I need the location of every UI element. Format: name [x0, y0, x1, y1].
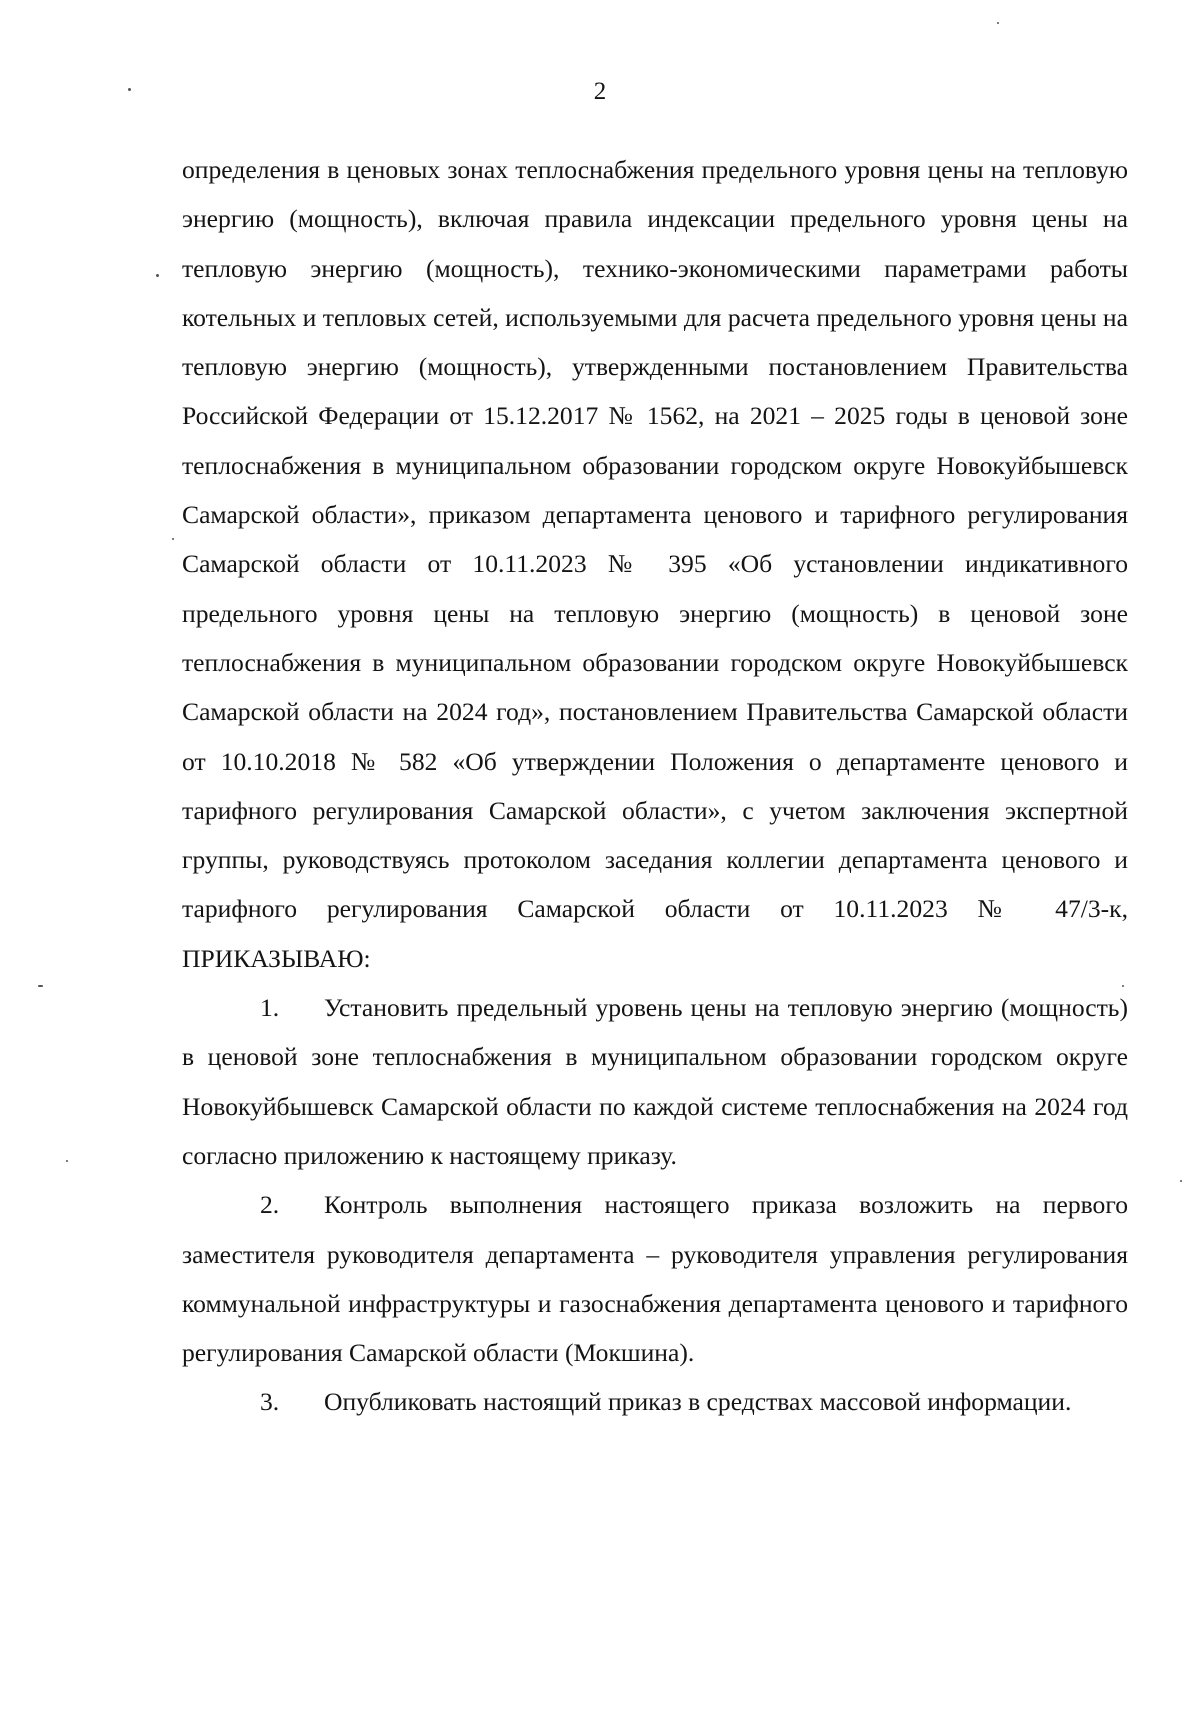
scan-speck [128, 88, 131, 91]
list-item-text: Контроль выполнения настоящего приказа возложить на первого заместителя руководителя департамента – руководителя управления регулирования коммунальной инфраструктуры и газоснабжения департамента ценового и тарифного регулирования Самарской области (Мокшина). [182, 1190, 1128, 1368]
list-item-text: Установить предельный уровень цены на тепловую энергию (мощность) в ценовой зоне теплоснабжения в муниципальном образовании городском округе Новокуйбышевск Самарской области по каждой системе теплоснабжения на 2024 год согласно приложению к настоящему приказу. [182, 993, 1128, 1170]
list-item [182, 983, 1128, 1180]
list-item [182, 1377, 1128, 1426]
scan-speck [1122, 985, 1124, 987]
page-number: 2 [593, 78, 607, 105]
list-item-text: Опубликовать настоящий приказ в средствах массовой информации. [324, 1387, 1072, 1417]
scan-speck [38, 985, 43, 987]
scan-speck [66, 1160, 68, 1162]
scan-speck [1180, 1180, 1182, 1182]
list-item-number: 3. [260, 1387, 280, 1417]
scan-speck [172, 538, 174, 540]
list-item-number: 1. [260, 993, 280, 1023]
list-item [182, 1180, 1128, 1377]
list-item-number: 2. [260, 1190, 280, 1220]
document-body [182, 145, 1128, 1427]
scan-speck [156, 274, 159, 277]
scan-speck [997, 22, 999, 24]
intro-paragraph: определения в ценовых зонах теплоснабжения предельного уровня цены на тепловую энергию (мощность), включая правила индексации предельного уровня цены на тепловую энергию (мощность), технико-экономическими параметрами работы котельных и тепловых сетей, используемыми для расчета предельного уровня цены на тепловую энергию (мощность), утвержденными постановлением Правительства Российской Федерации от 15.12.2017 № 1562, на 2021 – 2025 годы в ценовой зоне теплоснабжения в муниципальном образовании городском округе Новокуйбышевск Самарской области», приказом департамента ценового и тарифного регулирования Самарской области от 10.11.2023 № 395 «Об установлении индикативного предельного уровня цены на тепловую энергию (мощность) в ценовой зоне теплоснабжения в муниципальном образовании городском округе Новокуйбышевск Самарской области на 2024 год», постановлением Правительства Самарской области от 10.10.2018 № 582 «Об утверждении Положения о департаменте ценового и тарифного регулирования Самарской области», с учетом заключения экспертной группы, руководствуясь протоколом заседания коллегии департамента ценового и тарифного регулирования Самарской области от 10.11.2023 № 47/3-к, ПРИКАЗЫВАЮ: [182, 155, 1128, 973]
